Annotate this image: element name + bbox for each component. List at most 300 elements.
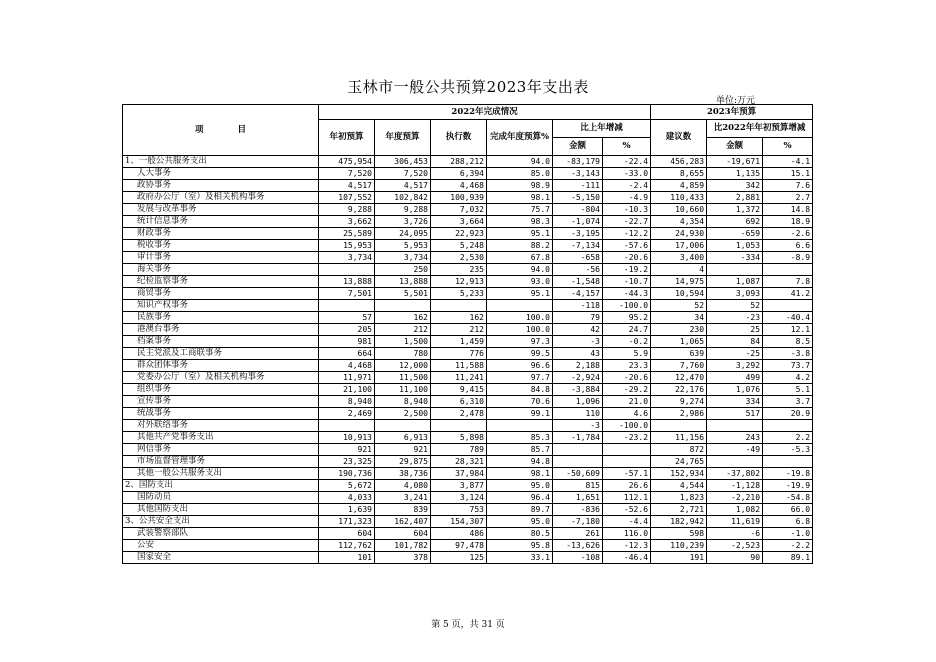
row-name: 2、国防支出 [123,480,319,492]
cell-value: 98.1 [487,468,553,480]
cell-value: -44.3 [603,288,651,300]
cell-value: 101 [319,552,375,564]
cell-value: 154,307 [431,516,487,528]
cell-value: 243 [707,432,763,444]
cell-value [431,420,487,432]
cell-value: 52 [707,300,763,312]
row-name: 党委办公厅（室）及相关机构事务 [123,372,319,384]
row-name: 统战事务 [123,408,319,420]
cell-value: 12.1 [763,324,813,336]
cell-value: 212 [431,324,487,336]
cell-value: 94.8 [487,456,553,468]
cell-value: 11,588 [431,360,487,372]
cell-value: 3,734 [375,252,431,264]
cell-value: 212 [375,324,431,336]
cell-value: 9,274 [651,396,707,408]
cell-value [553,456,603,468]
table-row [123,264,813,276]
row-name: 政协事务 [123,180,319,192]
cell-value: 5,672 [319,480,375,492]
table-row [123,408,813,420]
cell-value: -3,143 [553,168,603,180]
row-name: 市场监督管理事务 [123,456,319,468]
cell-value: 97.3 [487,336,553,348]
cell-value [763,420,813,432]
expenditure-table [122,104,813,564]
cell-value: 110 [553,408,603,420]
table-row [123,324,813,336]
cell-value: 33.1 [487,552,553,564]
cell-value: 18.9 [763,216,813,228]
category-row [123,156,813,168]
cell-value: -10.3 [603,204,651,216]
header-percent-2023: % [763,138,813,156]
header-yoy-change: 比上年增减 [553,120,651,138]
cell-value: 230 [651,324,707,336]
cell-value: 98.9 [487,180,553,192]
cell-value: 1,459 [431,336,487,348]
cell-value: -1,074 [553,216,603,228]
cell-value: 692 [707,216,763,228]
header-executed: 执行数 [431,120,487,156]
cell-value: -49 [707,444,763,456]
cell-value: -37,802 [707,468,763,480]
cell-value: 162,407 [375,516,431,528]
cell-value [319,420,375,432]
page-title: 玉林市一般公共预算2023年支出表 [347,78,589,96]
cell-value: 7,520 [319,168,375,180]
cell-value: 499 [707,372,763,384]
cell-value: 23,325 [319,456,375,468]
cell-value: 4,468 [431,180,487,192]
cell-value: 334 [707,396,763,408]
cell-value: 1,135 [707,168,763,180]
cell-value: 5,248 [431,240,487,252]
cell-value: -836 [553,504,603,516]
cell-value: 3,734 [319,252,375,264]
header-vs-initial-2022: 比2022年年初预算增减 [707,120,813,138]
cell-value: 94.0 [487,264,553,276]
cell-value: 1,053 [707,240,763,252]
cell-value: 378 [375,552,431,564]
cell-value: 815 [553,480,603,492]
cell-value: 7,760 [651,360,707,372]
cell-value: 6.8 [763,516,813,528]
row-name: 网信事务 [123,444,319,456]
cell-value: -23.2 [603,432,651,444]
cell-value: 8,940 [375,396,431,408]
cell-value: -7,180 [553,516,603,528]
cell-value: -659 [707,228,763,240]
cell-value: -52.6 [603,504,651,516]
cell-value: 95.0 [487,480,553,492]
cell-value [375,300,431,312]
cell-value: 12,000 [375,360,431,372]
row-name: 国家安全 [123,552,319,564]
cell-value: 11,500 [375,372,431,384]
cell-value: 2,721 [651,504,707,516]
cell-value: -0.2 [603,336,651,348]
row-name: 知识产权事务 [123,300,319,312]
cell-value: 598 [651,528,707,540]
row-name: 对外联络事务 [123,420,319,432]
row-name: 档案事务 [123,336,319,348]
cell-value: -50,609 [553,468,603,480]
cell-value: -1.0 [763,528,813,540]
cell-value: 88.2 [487,240,553,252]
cell-value: -57.6 [603,240,651,252]
cell-value: 306,453 [375,156,431,168]
cell-value: 4.6 [603,408,651,420]
cell-value: -33.0 [603,168,651,180]
cell-value: -4.1 [763,156,813,168]
table-row [123,432,813,444]
cell-value: 162 [375,312,431,324]
cell-value: 4,517 [375,180,431,192]
table-row [123,216,813,228]
cell-value [707,456,763,468]
table-row [123,312,813,324]
cell-value: 7,501 [319,288,375,300]
cell-value [763,300,813,312]
row-name: 民主党派及工商联事务 [123,348,319,360]
cell-value: 85.3 [487,432,553,444]
cell-value: 9,415 [431,384,487,396]
cell-value: 34 [651,312,707,324]
cell-value: 6.6 [763,240,813,252]
cell-value: -22.7 [603,216,651,228]
cell-value: 604 [375,528,431,540]
cell-value: 90 [707,552,763,564]
cell-value: 107,552 [319,192,375,204]
table-row [123,276,813,288]
cell-value: 96.6 [487,360,553,372]
cell-value: 235 [431,264,487,276]
cell-value: -100.0 [603,300,651,312]
cell-value: 4,468 [319,360,375,372]
table-row [123,336,813,348]
cell-value: 102,842 [375,192,431,204]
cell-value: 1,651 [553,492,603,504]
cell-value: 604 [319,528,375,540]
cell-value: 110,433 [651,192,707,204]
cell-value: 5,501 [375,288,431,300]
cell-value: 3,400 [651,252,707,264]
cell-value: 342 [707,180,763,192]
cell-value: 190,736 [319,468,375,480]
cell-value: 95.8 [487,540,553,552]
cell-value: 10,594 [651,288,707,300]
cell-value: -19.2 [603,264,651,276]
cell-value: 17,006 [651,240,707,252]
cell-value: -2.2 [763,540,813,552]
cell-value: -804 [553,204,603,216]
cell-value: 42 [553,324,603,336]
cell-value: 67.8 [487,252,553,264]
cell-value: -118 [553,300,603,312]
cell-value: 8,940 [319,396,375,408]
table-row [123,180,813,192]
cell-value: 1,065 [651,336,707,348]
cell-value: 84.8 [487,384,553,396]
cell-value: 15.1 [763,168,813,180]
cell-value: 664 [319,348,375,360]
cell-value: -2,210 [707,492,763,504]
cell-value: 96.4 [487,492,553,504]
table-row [123,396,813,408]
row-name: 税收事务 [123,240,319,252]
cell-value: 100.0 [487,324,553,336]
cell-value: -10.7 [603,276,651,288]
cell-value: 100.0 [487,312,553,324]
cell-value: 52 [651,300,707,312]
cell-value: -40.4 [763,312,813,324]
cell-value: 5,953 [375,240,431,252]
cell-value: 288,212 [431,156,487,168]
cell-value: 3.7 [763,396,813,408]
cell-value: -334 [707,252,763,264]
cell-value: 12,913 [431,276,487,288]
row-name: 武装警察部队 [123,528,319,540]
cell-value: 100,939 [431,192,487,204]
table-row [123,168,813,180]
cell-value: 3,662 [319,216,375,228]
row-name: 政府办公厅（室）及相关机构事务 [123,192,319,204]
cell-value: 11,100 [375,384,431,396]
cell-value: 2.2 [763,432,813,444]
cell-value: 29,875 [375,456,431,468]
cell-value: 112,762 [319,540,375,552]
cell-value: 125 [431,552,487,564]
table-row [123,252,813,264]
cell-value: -8.9 [763,252,813,264]
header-initial-budget: 年初预算 [319,120,375,156]
table-row [123,468,813,480]
cell-value: -25 [707,348,763,360]
cell-value: 79 [553,312,603,324]
cell-value: 25,589 [319,228,375,240]
cell-value: 9,288 [319,204,375,216]
cell-value: 24,930 [651,228,707,240]
cell-value: 162 [431,312,487,324]
cell-value: 41.2 [763,288,813,300]
cell-value: 99.1 [487,408,553,420]
cell-value: -13,626 [553,540,603,552]
cell-value: 152,934 [651,468,707,480]
cell-value: 22,923 [431,228,487,240]
cell-value: -3,884 [553,384,603,396]
cell-value: 839 [375,504,431,516]
cell-value: 2,500 [375,408,431,420]
cell-value: 2,478 [431,408,487,420]
row-name: 3、公共安全支出 [123,516,319,528]
cell-value: 13,888 [375,276,431,288]
cell-value: 6,913 [375,432,431,444]
row-name: 海关事务 [123,264,319,276]
cell-value: 2,530 [431,252,487,264]
cell-value: -20.6 [603,372,651,384]
table-row [123,192,813,204]
cell-value: 37,984 [431,468,487,480]
cell-value: 921 [375,444,431,456]
cell-value: 1,639 [319,504,375,516]
header-2022: 2022年完成情况 [319,105,651,120]
cell-value: -3 [553,420,603,432]
cell-value: 789 [431,444,487,456]
cell-value: 89.7 [487,504,553,516]
cell-value: 11,241 [431,372,487,384]
row-name: 人大事务 [123,168,319,180]
cell-value: 23.3 [603,360,651,372]
cell-value: 43 [553,348,603,360]
cell-value: 66.0 [763,504,813,516]
row-name: 公安 [123,540,319,552]
cell-value: 10,660 [651,204,707,216]
cell-value: 80.5 [487,528,553,540]
cell-value: -12.2 [603,228,651,240]
cell-value [763,264,813,276]
cell-value [707,264,763,276]
cell-value: 94.0 [487,156,553,168]
cell-value: 24.7 [603,324,651,336]
cell-value: 70.6 [487,396,553,408]
cell-value: 517 [707,408,763,420]
cell-value: 981 [319,336,375,348]
cell-value: 73.7 [763,360,813,372]
cell-value: 1,087 [707,276,763,288]
cell-value: 3,093 [707,288,763,300]
cell-value: 25 [707,324,763,336]
cell-value: 4,517 [319,180,375,192]
row-name: 国防动员 [123,492,319,504]
cell-value: 486 [431,528,487,540]
cell-value: 11,156 [651,432,707,444]
row-name: 其他国防支出 [123,504,319,516]
header-item: 项 目 [123,105,319,156]
header-annual-budget: 年度预算 [375,120,431,156]
row-name: 群众团体事务 [123,360,319,372]
cell-value: 7.6 [763,180,813,192]
cell-value: 4 [651,264,707,276]
cell-value: 11,971 [319,372,375,384]
cell-value [431,300,487,312]
row-name: 1、一般公共服务支出 [123,156,319,168]
cell-value: 7,520 [375,168,431,180]
cell-value: 7,032 [431,204,487,216]
cell-value: 456,283 [651,156,707,168]
cell-value: 95.2 [603,312,651,324]
cell-value: 22,176 [651,384,707,396]
header-percent: % [603,138,651,156]
cell-value: 3,124 [431,492,487,504]
row-name: 其他共产党事务支出 [123,432,319,444]
cell-value: 99.5 [487,348,553,360]
cell-value: 20.9 [763,408,813,420]
cell-value: -2.6 [763,228,813,240]
table-row [123,240,813,252]
row-name: 民族事务 [123,312,319,324]
cell-value: -56 [553,264,603,276]
cell-value: -22.4 [603,156,651,168]
cell-value: -29.2 [603,384,651,396]
cell-value: 4,033 [319,492,375,504]
table-row [123,348,813,360]
cell-value [375,420,431,432]
cell-value: -100.0 [603,420,651,432]
cell-value: 95.1 [487,228,553,240]
cell-value: 776 [431,348,487,360]
row-name: 审计事务 [123,252,319,264]
cell-value: -4.4 [603,516,651,528]
cell-value: 205 [319,324,375,336]
cell-value [603,444,651,456]
cell-value: 93.0 [487,276,553,288]
cell-value: 5.1 [763,384,813,396]
cell-value: -19,671 [707,156,763,168]
table-row [123,300,813,312]
cell-value: 26.6 [603,480,651,492]
cell-value: 10,913 [319,432,375,444]
table-row [123,228,813,240]
cell-value: 1,082 [707,504,763,516]
cell-value: 872 [651,444,707,456]
cell-value: -54.8 [763,492,813,504]
cell-value: 24,765 [651,456,707,468]
cell-value: 2.7 [763,192,813,204]
cell-value: 75.7 [487,204,553,216]
cell-value [707,420,763,432]
row-name: 统计信息事务 [123,216,319,228]
cell-value: 780 [375,348,431,360]
page-footer: 第 5 页，共 31 页 [431,620,505,630]
cell-value: 4.2 [763,372,813,384]
cell-value: 1,076 [707,384,763,396]
cell-value: 639 [651,348,707,360]
cell-value: 3,241 [375,492,431,504]
cell-value: -12.3 [603,540,651,552]
cell-value: 85.0 [487,168,553,180]
cell-value: -1,784 [553,432,603,444]
cell-value: 97,478 [431,540,487,552]
table-row [123,360,813,372]
unit-label: 单位:万元 [716,96,756,106]
cell-value: 8,655 [651,168,707,180]
cell-value [763,456,813,468]
table-row [123,384,813,396]
cell-value: 12,470 [651,372,707,384]
table-row [123,372,813,384]
cell-value: 7.8 [763,276,813,288]
cell-value: -3,195 [553,228,603,240]
cell-value: 14,975 [651,276,707,288]
cell-value: 2,881 [707,192,763,204]
cell-value: -46.4 [603,552,651,564]
cell-value: 5,898 [431,432,487,444]
cell-value: 3,726 [375,216,431,228]
cell-value: 261 [553,528,603,540]
cell-value: 1,500 [375,336,431,348]
cell-value: 4,354 [651,216,707,228]
cell-value: 21,100 [319,384,375,396]
cell-value: 101,782 [375,540,431,552]
cell-value: 11,619 [707,516,763,528]
cell-value: -20.6 [603,252,651,264]
cell-value: 9,288 [375,204,431,216]
cell-value: 4,859 [651,180,707,192]
cell-value [319,300,375,312]
cell-value: 1,372 [707,204,763,216]
cell-value: -1,548 [553,276,603,288]
